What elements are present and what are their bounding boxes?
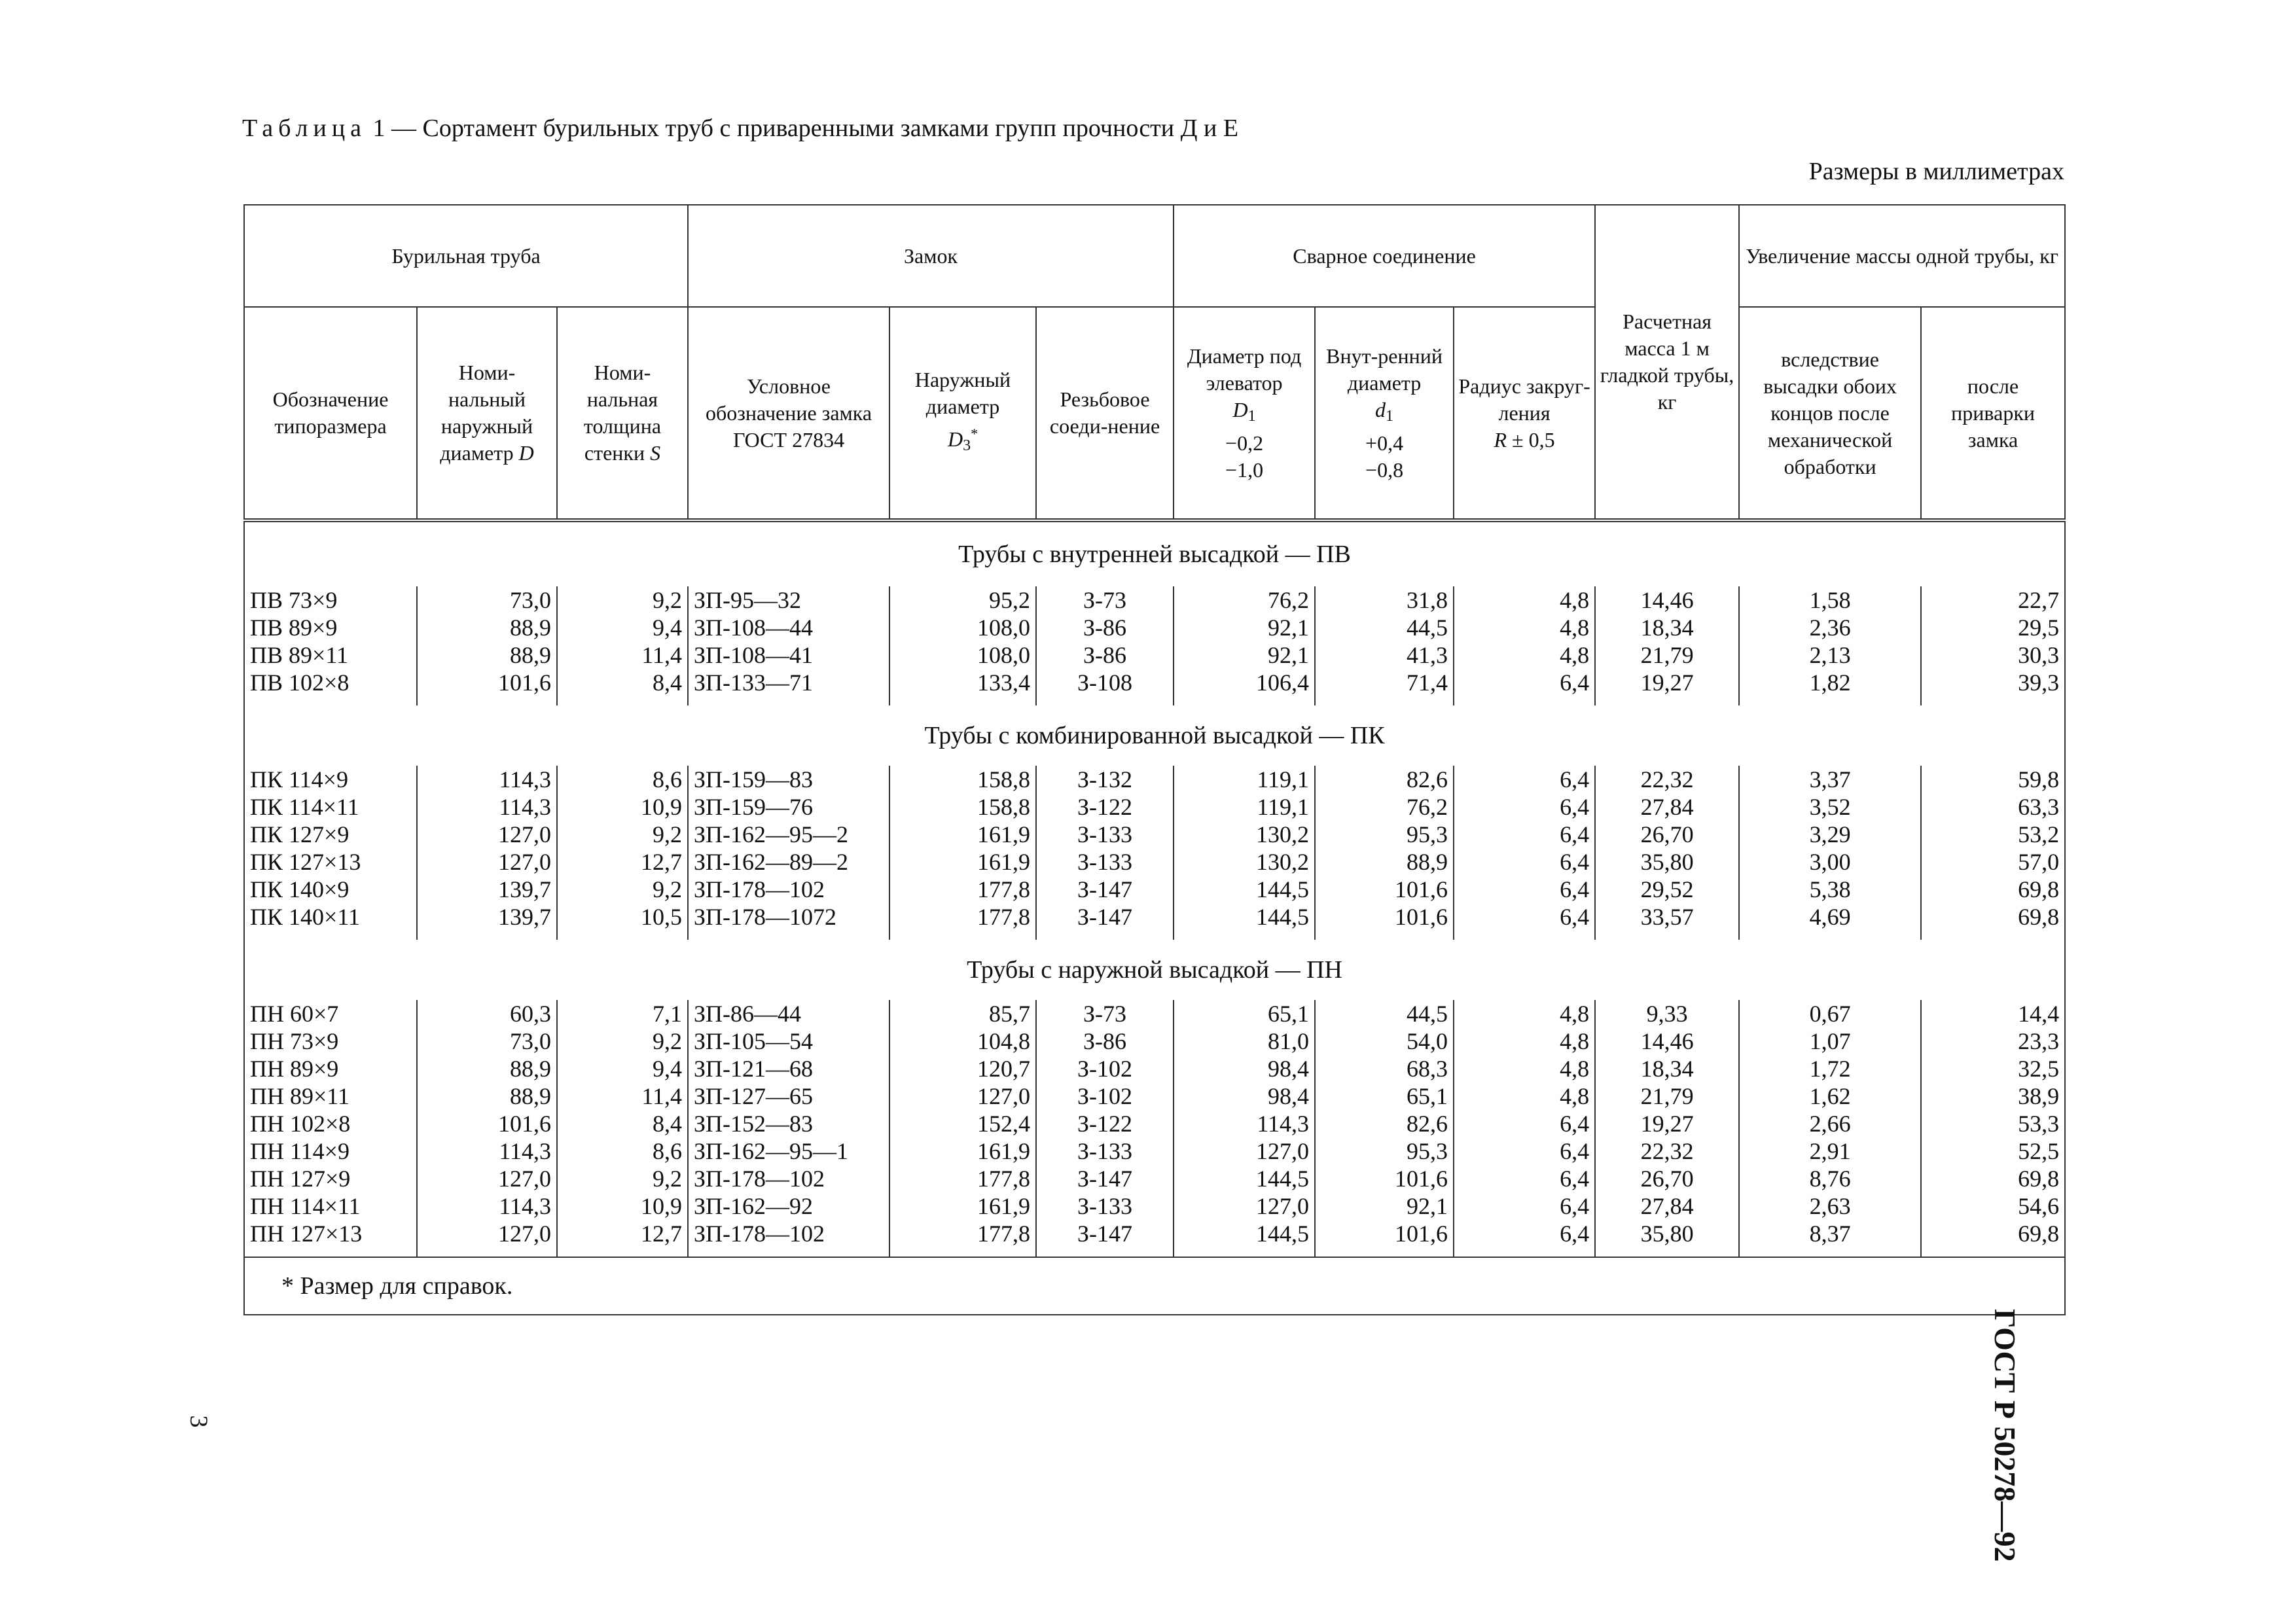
cell-outer-diameter: 85,7 104,8 120,7 127,0 152,4 161,9 177,8 161,9 177,8 xyxy=(889,1000,1036,1257)
col-header-lock-designation: Условное обозначение замка ГОСТ 27834 xyxy=(688,307,889,520)
col-header-nominal-diameter xyxy=(417,307,557,520)
cell-inner: 31,8 44,5 41,3 71,4 xyxy=(1315,586,1454,705)
table-row xyxy=(244,586,2065,705)
cell-lock: ЗП-95—32 ЗП-108—44 ЗП-108—41 ЗП-133—71 xyxy=(688,586,889,705)
inner-tolerance: +0,4 −0,8 xyxy=(1365,431,1404,482)
outer-diameter-sub: 3 xyxy=(963,437,971,454)
cell-after-weld: 22,7 29,5 30,3 39,3 xyxy=(1921,586,2065,705)
wall-label: Номи-нальная толщина стенки xyxy=(583,361,662,465)
col-header-inner-diameter xyxy=(1315,307,1454,520)
cell-thread: З-73 З-86 З-102 З-102 З-122 З-133 З-147 З-133 З-147 xyxy=(1036,1000,1174,1257)
table-row xyxy=(244,766,2065,940)
cell-designation: ПВ 73×9 ПВ 89×9 ПВ 89×11 ПВ 102×8 xyxy=(244,586,417,705)
outer-diameter-label: Наружный диаметр xyxy=(914,368,1011,418)
cell-after-weld: 14,4 23,3 32,5 38,9 53,3 52,5 69,8 54,6 69,8 xyxy=(1921,1000,2065,1257)
cell-mass: 9,33 14,46 18,34 21,79 19,27 22,32 26,70 27,84 35,80 xyxy=(1595,1000,1739,1257)
inner-symbol: d xyxy=(1375,397,1386,421)
inner-sub: 1 xyxy=(1386,407,1394,425)
cell-inner: 44,5 54,0 68,3 65,1 82,6 95,3 101,6 92,1 101,6 xyxy=(1315,1000,1454,1257)
col-header-designation: Обозначение типоразмера xyxy=(244,307,417,520)
group-header-lock: Замок xyxy=(688,205,1174,307)
col-header-elevator-diameter xyxy=(1174,307,1315,520)
cell-inner: 82,6 76,2 95,3 88,9 101,6 101,6 xyxy=(1315,766,1454,940)
table-caption xyxy=(242,114,1238,143)
group-header-pipe: Бурильная труба xyxy=(244,205,688,307)
cell-upset: 3,37 3,52 3,29 3,00 5,38 4,69 xyxy=(1739,766,1921,940)
cell-nominal-diameter: 60,3 73,0 88,9 88,9 101,6 114,3 127,0 114,3 127,0 xyxy=(417,1000,557,1257)
cell-wall: 9,2 9,4 11,4 8,4 xyxy=(557,586,688,705)
col-header-wall xyxy=(557,307,688,520)
elevator-sub: 1 xyxy=(1247,407,1256,425)
col-header-after-weld: после приварки замка xyxy=(1921,307,2065,520)
elevator-tolerance: −0,2 −1,0 xyxy=(1225,431,1264,482)
cell-elevator: 119,1 119,1 130,2 130,2 144,5 144,5 xyxy=(1174,766,1315,940)
radius-tolerance: ± 0,5 xyxy=(1512,427,1555,452)
wall-symbol: S xyxy=(650,441,661,465)
cell-nominal-diameter: 114,3 114,3 127,0 127,0 139,7 139,7 xyxy=(417,766,557,940)
cell-outer-diameter: 95,2 108,0 108,0 133,4 xyxy=(889,586,1036,705)
col-header-upset: вследствие высадки обоих концов после механической обработки xyxy=(1739,307,1921,520)
cell-mass: 22,32 27,84 26,70 35,80 29,52 33,57 xyxy=(1595,766,1739,940)
nominal-diameter-label: Номи-нальный наружный диаметр xyxy=(440,361,533,465)
col-header-outer-diameter xyxy=(889,307,1036,520)
cell-thread: З-73 З-86 З-86 З-108 xyxy=(1036,586,1174,705)
radius-label: Радиус закруг-ления xyxy=(1458,374,1590,425)
cell-lock: ЗП-159—83 ЗП-159—76 ЗП-162—95—2 ЗП-162—89—2 ЗП-178—102 ЗП-178—1072 xyxy=(688,766,889,940)
cell-after-weld: 59,8 63,3 53,2 57,0 69,8 69,8 xyxy=(1921,766,2065,940)
elevator-symbol: D xyxy=(1232,397,1248,421)
radius-symbol: R xyxy=(1494,427,1507,452)
cell-upset: 1,58 2,36 2,13 1,82 xyxy=(1739,586,1921,705)
footnote: * Размер для справок. xyxy=(244,1257,2065,1315)
cell-thread: З-132 З-122 З-133 З-133 З-147 З-147 xyxy=(1036,766,1174,940)
caption-text: 1 — Сортамент бурильных труб с приваренными замками групп прочности Д и Е xyxy=(372,115,1239,142)
footnote-row xyxy=(244,1257,2065,1315)
section-header-row xyxy=(244,520,2065,586)
pipe-assortment-table xyxy=(243,204,2066,1315)
cell-radius: 4,8 4,8 4,8 6,4 xyxy=(1454,586,1595,705)
table-row xyxy=(244,1000,2065,1257)
document-code: ГОСТ Р 50278—92 xyxy=(1988,1309,2022,1562)
cell-outer-diameter: 158,8 158,8 161,9 161,9 177,8 177,8 xyxy=(889,766,1036,940)
elevator-label: Диаметр под элеватор xyxy=(1187,344,1302,395)
cell-elevator: 76,2 92,1 92,1 106,4 xyxy=(1174,586,1315,705)
outer-diameter-symbol: D xyxy=(947,427,963,451)
cell-nominal-diameter: 73,0 88,9 88,9 101,6 xyxy=(417,586,557,705)
section-title-pn: Трубы с наружной высадкой — ПН xyxy=(244,940,2065,1000)
nominal-diameter-symbol: D xyxy=(518,441,534,465)
cell-mass: 14,46 18,34 21,79 19,27 xyxy=(1595,586,1739,705)
section-title-pv: Трубы с внутренней высадкой — ПВ xyxy=(244,520,2065,586)
outer-diameter-sup: * xyxy=(971,425,978,442)
cell-elevator: 65,1 81,0 98,4 98,4 114,3 127,0 144,5 127,0 144,5 xyxy=(1174,1000,1315,1257)
group-header-weld: Сварное соединение xyxy=(1174,205,1595,307)
cell-upset: 0,67 1,07 1,72 1,62 2,66 2,91 8,76 2,63 8,37 xyxy=(1739,1000,1921,1257)
section-header-row xyxy=(244,940,2065,1000)
cell-designation: ПН 60×7 ПН 73×9 ПН 89×9 ПН 89×11 ПН 102×8 ПН 114×9 ПН 127×9 ПН 114×11 ПН 127×13 xyxy=(244,1000,417,1257)
col-header-thread: Резьбовое соеди-нение xyxy=(1036,307,1174,520)
mass-label: Расчетная масса 1 м гладкой трубы, кг xyxy=(1600,310,1734,414)
col-header-radius xyxy=(1454,307,1595,520)
group-header-increase: Увеличение массы одной трубы, кг xyxy=(1739,205,2065,307)
section-header-row xyxy=(244,705,2065,766)
cell-designation: ПК 114×9 ПК 114×11 ПК 127×9 ПК 127×13 ПК 140×9 ПК 140×11 xyxy=(244,766,417,940)
cell-wall: 7,1 9,2 9,4 11,4 8,4 8,6 9,2 10,9 12,7 xyxy=(557,1000,688,1257)
units-note: Размеры в миллиметрах xyxy=(1808,158,2064,185)
page-number: 3 xyxy=(185,1415,213,1428)
section-title-pk: Трубы с комбинированной высадкой — ПК xyxy=(244,705,2065,766)
caption-prefix: Таблица xyxy=(242,115,367,142)
inner-label: Внут-ренний диаметр xyxy=(1326,344,1443,395)
col-header-mass xyxy=(1595,205,1739,520)
cell-wall: 8,6 10,9 9,2 12,7 9,2 10,5 xyxy=(557,766,688,940)
cell-lock: ЗП-86—44 ЗП-105—54 ЗП-121—68 ЗП-127—65 ЗП-152—83 ЗП-162—95—1 ЗП-178—102 ЗП-162—92 ЗП-178—102 xyxy=(688,1000,889,1257)
cell-radius: 4,8 4,8 4,8 4,8 6,4 6,4 6,4 6,4 6,4 xyxy=(1454,1000,1595,1257)
cell-radius: 6,4 6,4 6,4 6,4 6,4 6,4 xyxy=(1454,766,1595,940)
